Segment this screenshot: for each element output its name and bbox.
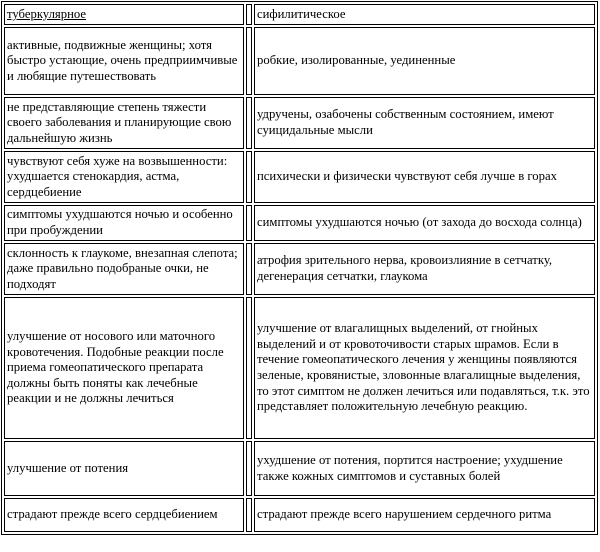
table-cell-right: робкие, изолированные, уединенные [254,27,595,95]
table-cell-right: страдают прежде всего нарушением сердечного ритма [254,498,595,532]
column-separator [246,205,252,241]
table-cell-left: симптомы ухудшаются ночью и особенно при пробуждении [4,205,244,241]
table-cell-right: удручены, озабочены собственным состоянием, имеют суицидальные мысли [254,97,595,149]
comparison-table [1,1,598,535]
table-cell-left: не представляющие степень тяжести своего заболевания и планирующие свою дальнейшую жизнь [4,97,244,149]
column-separator [246,441,252,496]
table-cell-right: улучшение от влагалищных выделений, от гнойных выделений и от кровоточивости старых шрамов. Если в течение гомеопатического лечения у женщины появляются зеленые, кровянистые, зловонные влагалищные выделения, то этот симптом не должен лечиться или подавляться, т.к. это представляет положительную лечебную реакцию. [254,297,595,439]
column-separator [246,97,252,149]
table-cell-left: активные, подвижные женщины; хотя быстро устающие, очень предприимчивые и любящие путешествовать [4,27,244,95]
table-row [4,27,595,95]
header-syphilitic: сифилитическое [254,4,595,25]
table-cell-left: чувствуют себя хуже на возвышенности: ухудшается стенокардия, астма, сердцебиение [4,151,244,203]
table-cell-right: психически и физически чувствуют себя лучше в горах [254,151,595,203]
header-tuberculinic [4,4,244,25]
table-cell-left: улучшение от потения [4,441,244,496]
table-row [4,243,595,295]
column-separator [246,4,252,25]
column-separator [246,151,252,203]
table-row [4,441,595,496]
table-cell-right: атрофия зрительного нерва, кровоизлияние в сетчатку, дегенерация сетчатки, глаукома [254,243,595,295]
column-separator [246,27,252,95]
table-cell-right: ухудшение от потения, портится настроение; ухудшение также кожных симптомов и суставных болей [254,441,595,496]
column-separator [246,297,252,439]
table-row [4,297,595,439]
table-cell-left: страдают прежде всего сердцебиением [4,498,244,532]
table-cell-left: улучшение от носового или маточного кровотечения. Подобные реакции после приема гомеопатического препарата должны быть поняты как лечебные реакции и не должны лечиться [4,297,244,439]
header-left-text: туберкулярное [7,6,87,21]
table-row [4,498,595,532]
table-row [4,97,595,149]
column-separator [246,243,252,295]
column-separator [246,498,252,532]
table-row [4,151,595,203]
table-cell-left: склонность к глаукоме, внезапная слепота; даже правильно подобраные очки, не подходят [4,243,244,295]
table-header-row [4,4,595,25]
table-cell-right: симптомы ухудшаются ночью (от захода до восхода солнца) [254,205,595,241]
table-row [4,205,595,241]
